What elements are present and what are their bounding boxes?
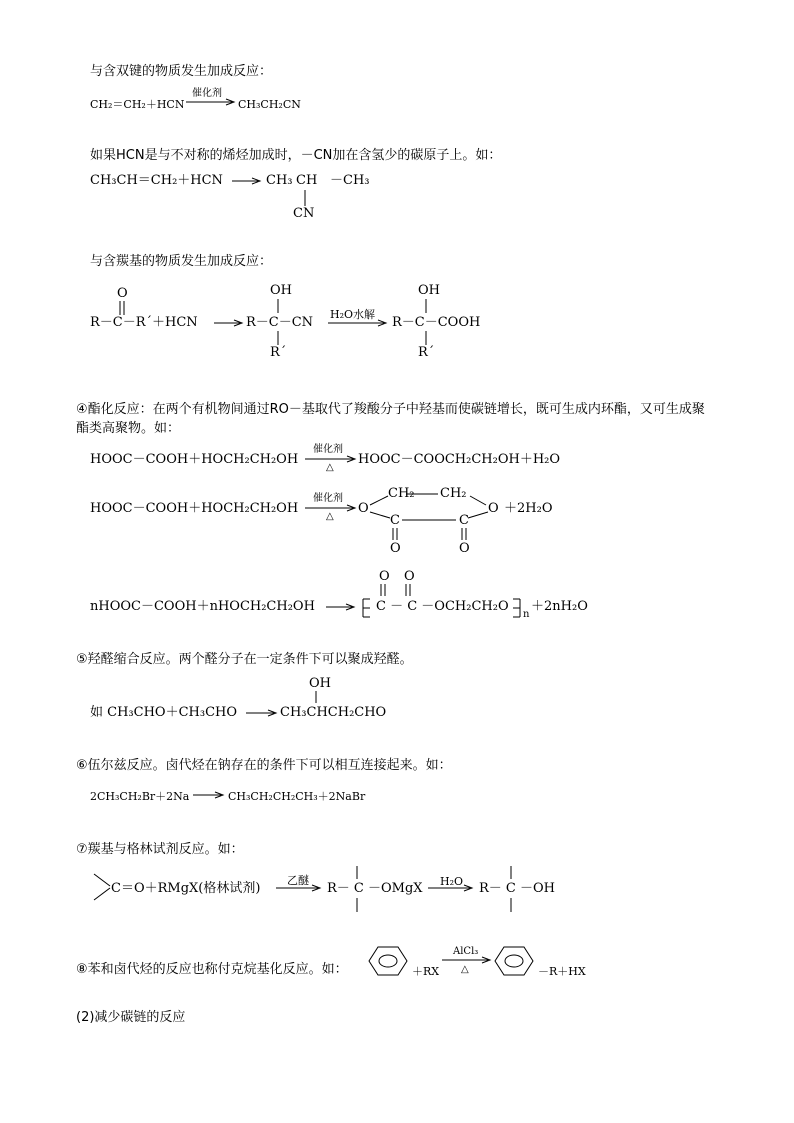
section-addition-double-bond-heading: 与含双键的物质发生加成反应： <box>90 64 273 79</box>
eq3-oh1: OH <box>270 283 292 298</box>
poly-right-bracket <box>512 598 522 618</box>
ester-eq1-right: HOOC－COOCH₂CH₂OH＋H₂O <box>358 452 561 467</box>
poly-eq-tail: ＋2nH₂O <box>531 599 588 614</box>
benzene-ring-icon <box>368 946 408 976</box>
ring-carbonyl-o-left: O <box>390 541 401 556</box>
eq2-product-ch3: CH₃ <box>266 173 293 188</box>
section-carbonyl-addition-heading: 与含羰基的物质发生加成反应： <box>90 254 273 269</box>
grignard-right: R－ C －OH <box>479 881 555 896</box>
reaction-arrow <box>328 319 388 327</box>
reaction-arrow <box>276 884 322 892</box>
ring-o-right: O <box>488 501 499 516</box>
poly-repeat-unit: C － C －OCH₂CH₂O <box>376 599 509 614</box>
eq3-hydrolysis-label: H₂O水解 <box>330 308 376 321</box>
fc-tail: －R＋HX <box>538 965 586 978</box>
carbonyl-o: O <box>117 286 128 301</box>
ester-eq1-heat: △ <box>326 462 334 473</box>
benzene-ring-icon <box>494 946 534 976</box>
reaction-arrow <box>186 98 236 106</box>
ester-eq2-tail: ＋2H₂O <box>504 501 553 516</box>
reaction-arrow <box>326 603 356 611</box>
eq3-left: R－C－R´＋HCN <box>90 315 198 330</box>
eq1-left: CH₂＝CH₂＋HCN <box>90 98 185 111</box>
ring-ch2-right: CH₂ <box>440 486 467 501</box>
section-wurtz-heading: ⑥伍尔兹反应。卤代烃在钠存在的条件下可以相互连接起来。如： <box>76 758 452 773</box>
ester-eq2-catalyst: 催化剂 <box>313 493 343 504</box>
ester-eq1-left: HOOC－COOH＋HOCH₂CH₂OH <box>90 452 299 467</box>
reaction-arrow <box>246 709 278 717</box>
section-grignard-heading: ⑦羰基与格林试剂反应。如： <box>76 842 244 857</box>
grignard-water-label: H₂O <box>440 875 464 888</box>
wurtz-eq-right: CH₃CH₂CH₂CH₃＋2NaBr <box>228 790 366 803</box>
section-friedel-crafts-heading: ⑧苯和卤代烃的反应也称付克烷基化反应。如： <box>76 962 348 977</box>
section-chain-shortening-heading: (2)减少碳链的反应 <box>76 1010 186 1025</box>
poly-subscript-n: n <box>523 609 530 620</box>
ester-eq1-catalyst: 催化剂 <box>313 444 343 455</box>
eq2-cn-group: CN <box>293 206 315 221</box>
reaction-arrow <box>193 791 225 799</box>
ring-carbonyl-o-right: O <box>459 541 470 556</box>
bond-line <box>277 299 279 313</box>
grignard-mid: R－ C －OMgX <box>327 881 423 896</box>
section-aldol-heading: ⑤羟醛缩合反应。两个醛分子在一定条件下可以聚成羟醛。 <box>76 652 413 667</box>
reaction-arrow <box>442 956 492 964</box>
poly-eq-left: nHOOC－COOH＋nHOCH₂CH₂OH <box>90 599 315 614</box>
bond-line <box>425 299 427 313</box>
eq1-catalyst-label: 催化剂 <box>192 88 222 99</box>
cyclic-ester-bonds <box>360 488 500 548</box>
bond-line <box>304 190 306 206</box>
wurtz-eq-left: 2CH₃CH₂Br＋2Na <box>90 790 190 803</box>
double-bond <box>119 301 125 315</box>
section-esterification-heading-line1: ④酯化反应：在两个有机物间通过RO－基取代了羧酸分子中羟基而使碳链增长，既可生成内环酯，又可生成聚 <box>76 402 705 417</box>
reaction-arrow <box>428 884 474 892</box>
fc-catalyst: AlCl₃ <box>453 946 479 957</box>
bond-line <box>315 691 317 703</box>
eq3-r-bottom2: R´ <box>418 345 435 360</box>
section-asymmetric-alkene-heading: 如果HCN是与不对称的烯烃加成时，－CN加在含氢少的碳原子上。如： <box>90 148 502 163</box>
eq1-right: CH₃CH₂CN <box>238 98 301 111</box>
eq3-right: R－C－COOH <box>392 315 481 330</box>
aldol-product: CH₃CHCH₂CHO <box>280 705 387 720</box>
reaction-arrow <box>214 319 244 327</box>
ring-ch2-left: CH₂ <box>388 486 415 501</box>
poly-left-bracket <box>361 598 371 618</box>
eq2-product-ch: CH <box>296 173 318 188</box>
ring-o-left: O <box>358 501 369 516</box>
eq2-product-ch3-tail: －CH₃ <box>330 173 370 188</box>
section-esterification-heading-line2: 酯类高聚物。如： <box>76 421 181 436</box>
eq3-mid: R－C－CN <box>246 315 314 330</box>
bond-line <box>277 331 279 345</box>
bond-line <box>425 331 427 345</box>
ring-c-right: C <box>459 513 469 528</box>
reaction-arrow <box>232 177 262 185</box>
fc-plus-rx: ＋RX <box>412 965 440 978</box>
fc-heat: △ <box>461 964 469 975</box>
poly-carbonyl-o-a: O <box>379 569 390 584</box>
aldol-oh: OH <box>309 676 331 691</box>
grignard-left: C＝O＋RMgX(格林试剂) <box>111 881 261 896</box>
eq2-left: CH₃CH＝CH₂＋HCN <box>90 173 223 188</box>
carbonyl-left-bonds <box>92 872 112 902</box>
eq3-r-bottom1: R´ <box>270 345 287 360</box>
poly-double-bonds <box>380 584 414 598</box>
ester-eq2-left: HOOC－COOH＋HOCH₂CH₂OH <box>90 501 299 516</box>
ester-eq2-heat: △ <box>326 511 334 522</box>
grignard-ether-label: 乙醚 <box>287 874 309 887</box>
poly-carbonyl-o-b: O <box>404 569 415 584</box>
eq3-oh2: OH <box>418 283 440 298</box>
ring-c-left: C <box>390 513 400 528</box>
aldol-eq: 如 CH₃CHO＋CH₃CHO <box>90 705 238 720</box>
